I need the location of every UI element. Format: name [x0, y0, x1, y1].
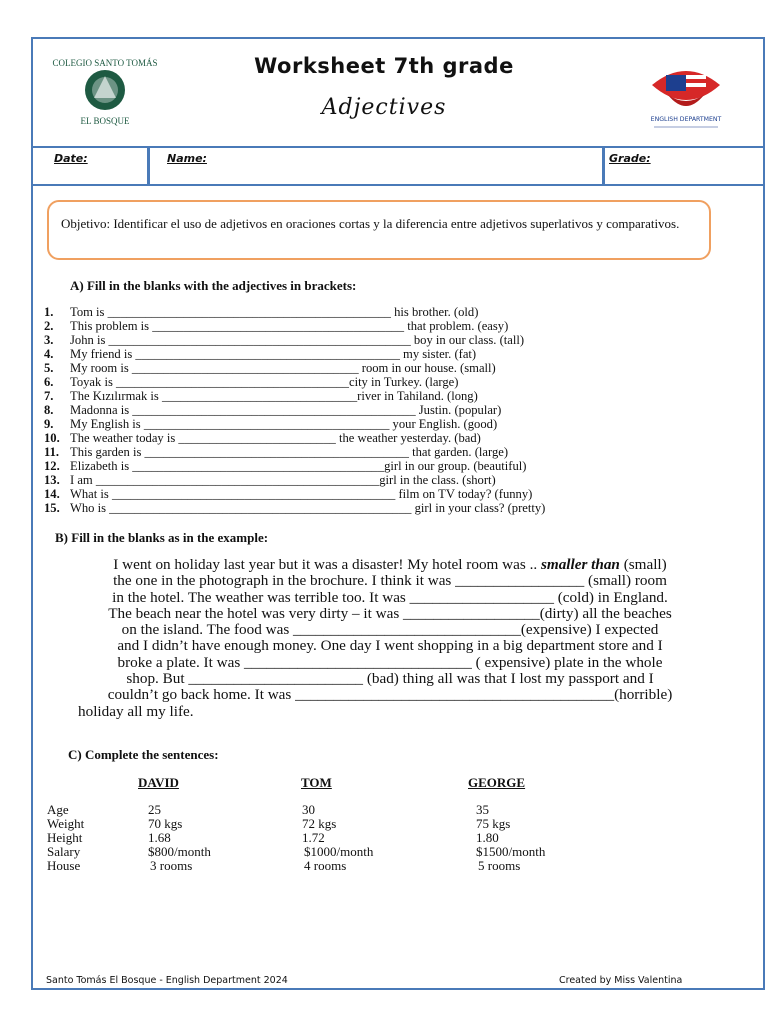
table-cell: $800/month [148, 844, 211, 859]
dept-logo-text: ENGLISH DEPARTMENT [650, 116, 722, 123]
english-department-logo [648, 55, 724, 133]
paragraph-line: shop. But _______________________ (bad) thing all was that I lost my passport and I [126, 670, 654, 688]
paragraph-line: in the hotel. The weather was terrible too. It was ___________________ (cold) in England. [112, 588, 668, 606]
item-text: My friend is __________________________________________ my sister. (fat) [70, 347, 477, 361]
row-label: Height [47, 830, 83, 845]
column-header-tom: TOM [301, 775, 332, 790]
paragraph-line: couldn’t go back home. It was __________________________________________(horrible) [107, 686, 673, 704]
row-label: Age [47, 802, 69, 817]
example-answer: smaller than [540, 556, 620, 573]
item-text: The weather today is _________________________ the weather yesterday. (bad) [70, 431, 481, 445]
item-number: 7. [44, 389, 54, 403]
school-logo-top-text: COLEGIO SANTO TOMÁS [52, 58, 158, 68]
list-item [44, 375, 604, 389]
table-cell: 25 [148, 802, 161, 817]
item-text: I am _____________________________________________girl in the class. (short) [70, 473, 496, 487]
table-cell: $1000/month [304, 844, 374, 859]
item-number: 5. [44, 361, 54, 375]
list-item [44, 417, 604, 431]
table-cell: 1.68 [148, 830, 171, 845]
footer-left: Santo Tomás El Bosque - English Department 2024 [46, 975, 288, 986]
item-number: 8. [44, 403, 54, 417]
item-number: 11. [44, 445, 60, 459]
list-item [44, 487, 604, 501]
item-text: Toyak is _____________________________________city in Turkey. (large) [70, 375, 459, 389]
paragraph-line: The beach near the hotel was very dirty – it was __________________(dirty) all the beaches [108, 604, 672, 622]
table-cell: 1.72 [302, 830, 325, 845]
date-label: Date: [54, 152, 88, 165]
info-divider [147, 148, 150, 186]
student-info-row [31, 148, 765, 186]
paragraph-line: holiday all my life. [78, 702, 194, 720]
info-divider [602, 148, 605, 186]
item-text: John is ________________________________________________ boy in our class. (tall) [70, 333, 525, 347]
row-label: House [47, 858, 81, 873]
paragraph-line: the one in the photograph in the brochure. I think it was _________________ (small) room [113, 572, 667, 590]
list-item [44, 473, 604, 487]
worksheet-subtitle: Adjectives [321, 95, 447, 120]
item-text: Who is ________________________________________________ girl in your class? (pretty) [70, 501, 546, 515]
objective-box: Objetivo: Identificar el uso de adjetivos en oraciones cortas y la diferencia entre adjetivos superlativos y comparativos. [47, 200, 711, 260]
table-cell: 1.80 [476, 830, 499, 845]
item-text: Elizabeth is ________________________________________girl in our group. (beautiful) [70, 459, 527, 473]
item-text: Tom is _____________________________________________ his brother. (old) [70, 305, 479, 319]
item-number: 15. [44, 501, 60, 515]
paragraph-line: on the island. The food was ______________________________(expensive) I expected [121, 621, 659, 639]
item-number: 4. [44, 347, 54, 361]
item-number: 12. [44, 459, 60, 473]
grade-label: Grade: [609, 152, 651, 165]
item-number: 6. [44, 375, 54, 389]
item-number: 10. [44, 431, 60, 445]
list-item [44, 333, 604, 347]
footer-right: Created by Miss Valentina [559, 975, 683, 986]
item-text: This problem is ________________________________________ that problem. (easy) [70, 319, 509, 333]
column-header-david: DAVID [138, 775, 179, 790]
item-text: My room is ____________________________________ room in our house. (small) [70, 361, 496, 375]
name-label: Name: [167, 152, 207, 165]
item-text: The Kızılırmak is _______________________________river in Tahiland. (long) [70, 389, 478, 403]
table-cell: 4 rooms [304, 858, 347, 873]
row-label: Salary [47, 844, 81, 859]
list-item [44, 389, 604, 403]
item-number: 1. [44, 305, 54, 319]
table-cell: 75 kgs [476, 816, 511, 831]
column-header-george: GEORGE [468, 775, 526, 790]
section-a-list [44, 305, 604, 515]
table-cell: 3 rooms [150, 858, 193, 873]
table-cell: 30 [302, 802, 315, 817]
school-logo-bottom-text: EL BOSQUE [80, 116, 130, 126]
list-item [44, 347, 604, 361]
section-a-title: A) Fill in the blanks with the adjectives in brackets: [70, 278, 357, 293]
section-b-title: B) Fill in the blanks as in the example: [55, 530, 269, 545]
list-item [44, 445, 604, 459]
list-item [44, 431, 604, 445]
section-c-title: C) Complete the sentences: [68, 747, 219, 762]
item-text: Madonna is _____________________________________________ Justin. (popular) [70, 403, 502, 417]
paragraph-line: and I didn’t have enough money. One day I went shopping in a big department store and I [117, 637, 663, 655]
table-cell: 70 kgs [148, 816, 183, 831]
list-item [44, 305, 604, 319]
list-item [44, 361, 604, 375]
list-item [44, 403, 604, 417]
item-number: 9. [44, 417, 54, 431]
paragraph-line: I went on holiday last year but it was a disaster! My hotel room was .. smaller than (small) [113, 556, 667, 573]
table-cell: 5 rooms [478, 858, 521, 873]
section-b-paragraph [40, 557, 740, 720]
item-number: 14. [44, 487, 60, 501]
item-number: 2. [44, 319, 54, 333]
item-text: This garden is __________________________________________ that garden. (large) [70, 445, 509, 459]
table-cell: 72 kgs [302, 816, 337, 831]
list-item [44, 501, 604, 515]
list-item [44, 459, 604, 473]
item-text: My English is _______________________________________ your English. (good) [70, 417, 498, 431]
worksheet-title: Worksheet 7th grade [254, 54, 514, 78]
paragraph-line: broke a plate. It was ______________________________ ( expensive) plate in the whole [117, 653, 663, 671]
table-cell: $1500/month [476, 844, 546, 859]
item-number: 13. [44, 473, 60, 487]
table-cell: 35 [476, 802, 489, 817]
item-text: What is _____________________________________________ film on TV today? (funny) [70, 487, 533, 501]
list-item [44, 319, 604, 333]
row-label: Weight [47, 816, 85, 831]
item-number: 3. [44, 333, 54, 347]
